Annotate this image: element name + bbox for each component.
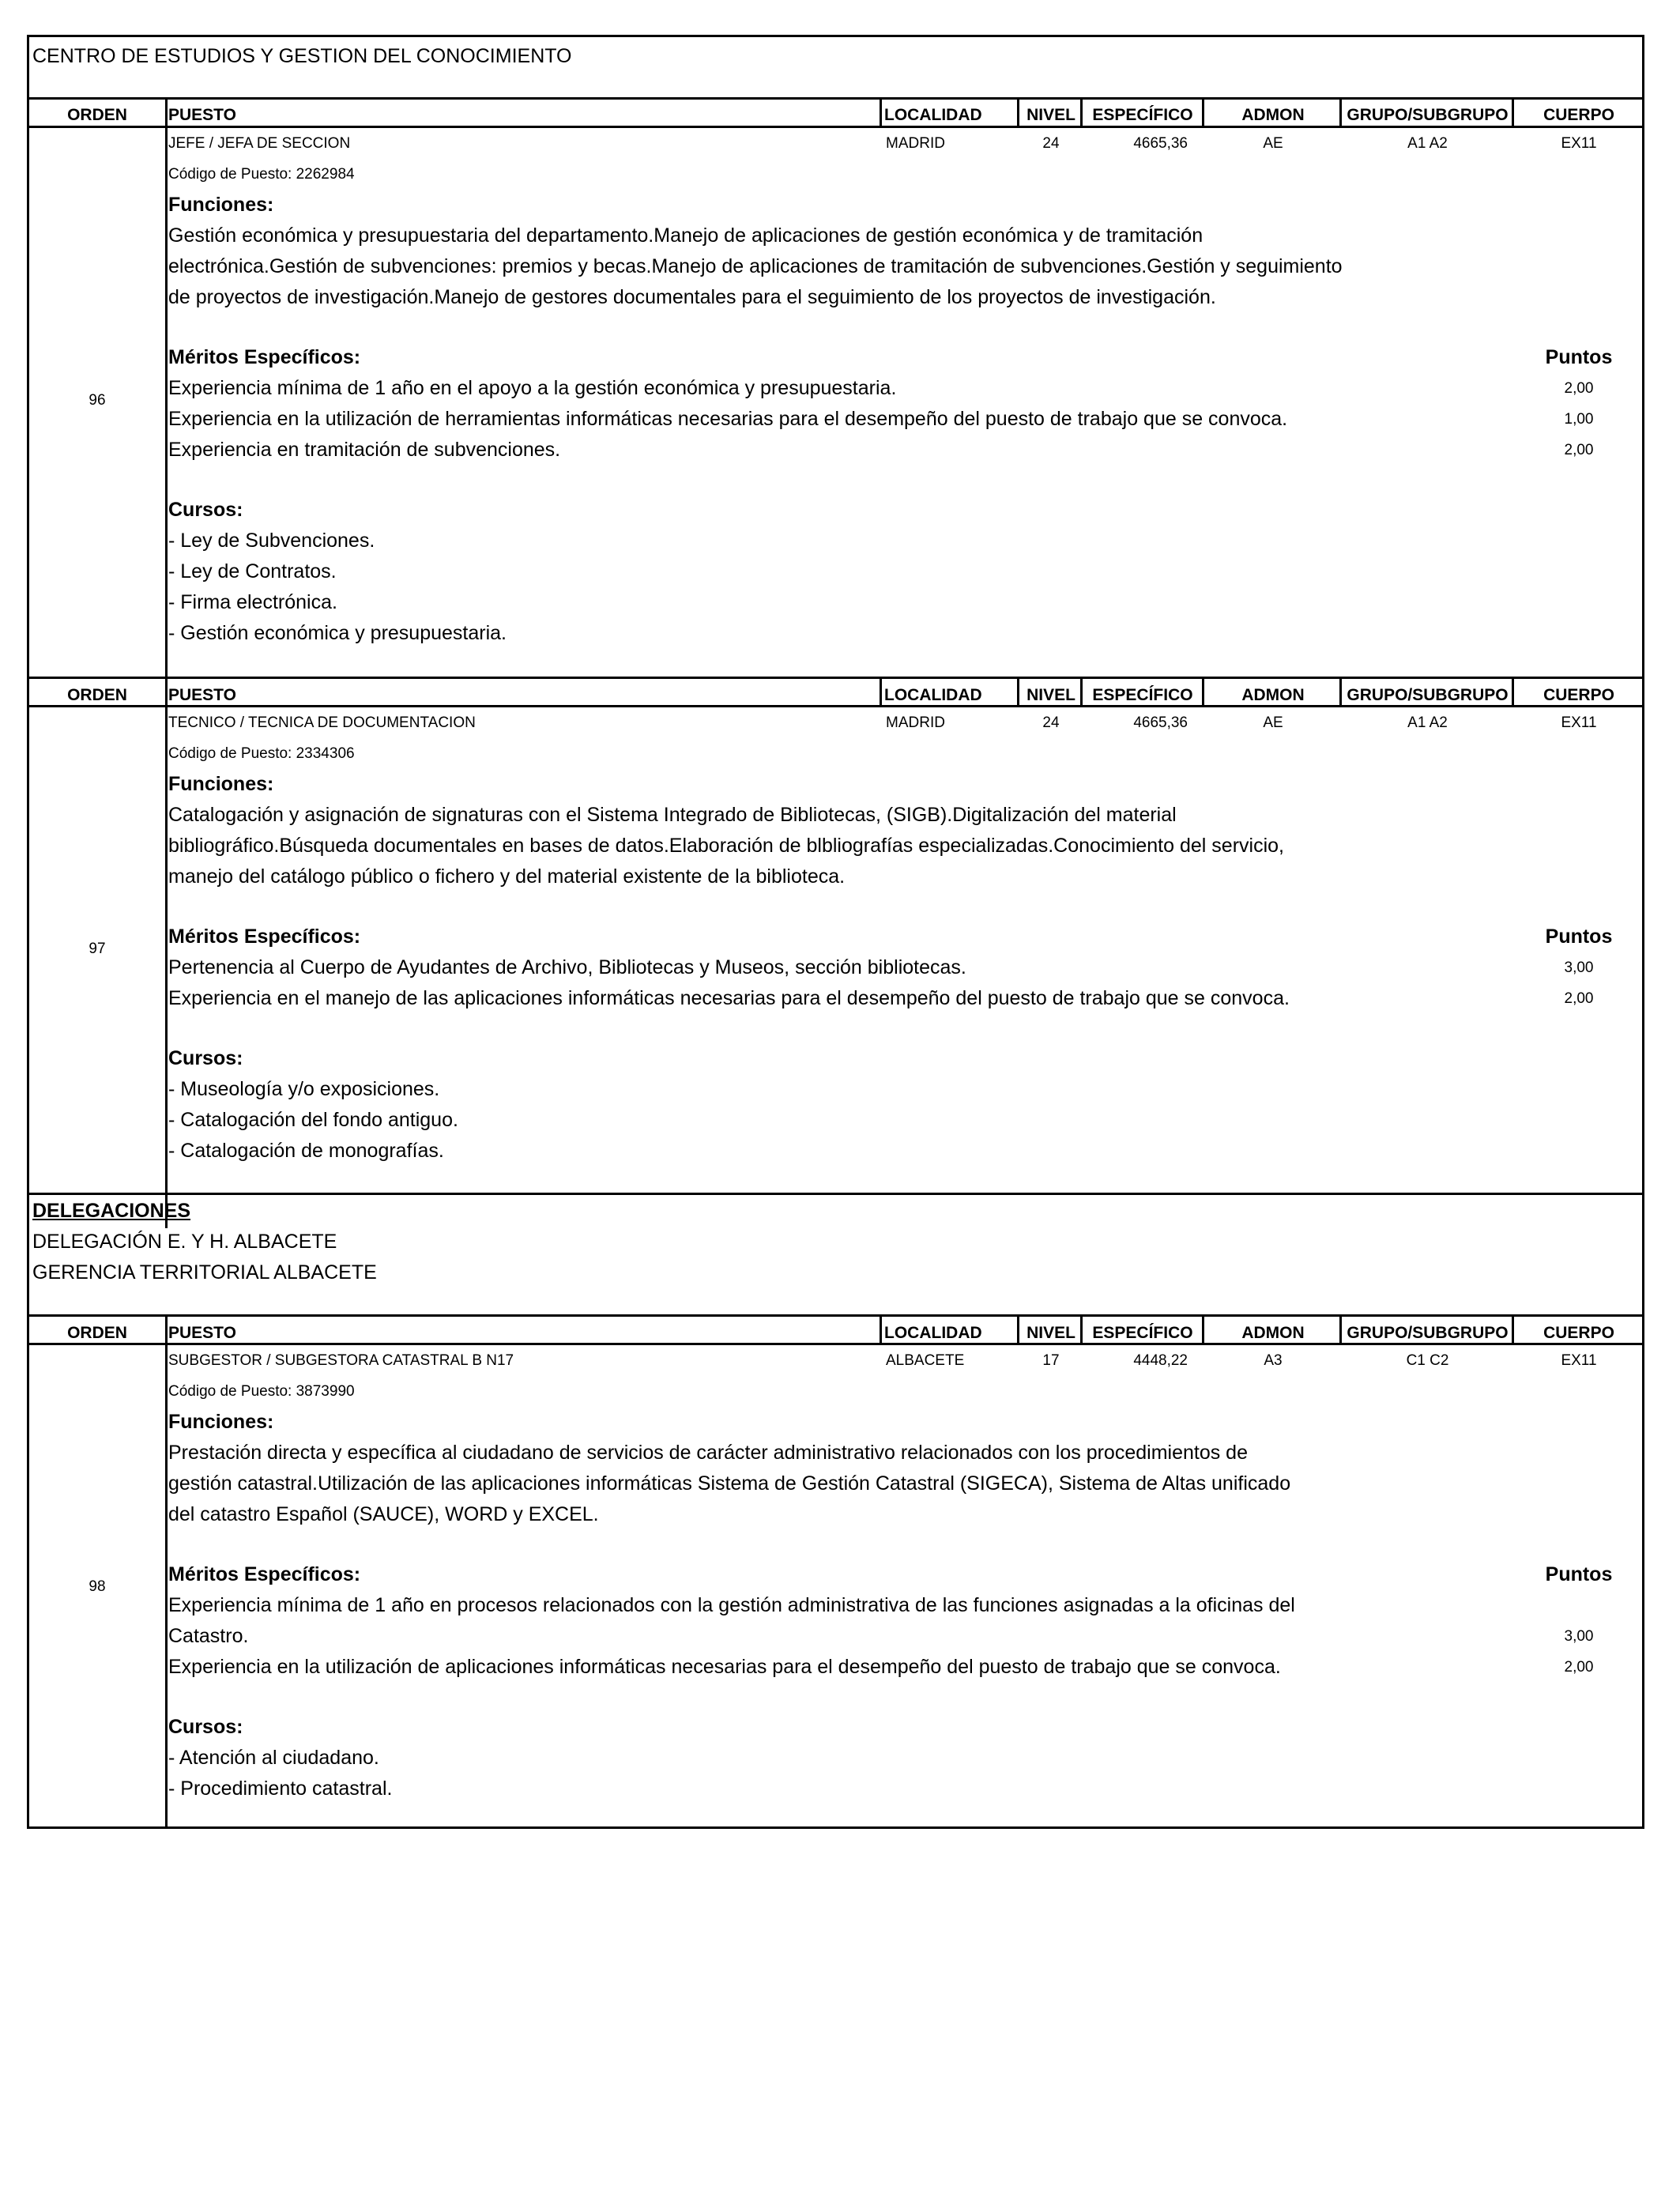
post-nivel: 24 [1042,135,1060,152]
header-especifico: ESPECÍFICO [1092,1324,1193,1342]
divider [29,1193,1642,1195]
header-localidad: LOCALIDAD [884,1324,982,1342]
header-cuerpo: CUERPO [1543,686,1614,704]
header-sep [1339,97,1342,126]
header-grupo: GRUPO/SUBGRUPO [1347,1324,1509,1342]
post-especifico: 4448,22 [1133,1352,1188,1369]
header-sep [1080,1314,1083,1343]
header-sep [1339,677,1342,705]
curso-item: - Procedimiento catastral. [168,1777,393,1800]
curso-item: - Firma electrónica. [168,591,337,613]
funciones-label: Funciones: [168,194,274,216]
section-title-delegaciones: DELEGACIONES [32,1200,191,1222]
header-sep [1202,677,1204,705]
puntos-label: Puntos [1545,1563,1613,1585]
cursos-label: Cursos: [168,1047,243,1069]
header-sep [1339,1314,1342,1343]
header-sep [1080,97,1083,126]
meritos-label: Méritos Específicos: [168,346,361,368]
header-cuerpo: CUERPO [1543,106,1614,124]
merito-line: Experiencia en la utilización de aplicaciones informáticas necesarias para el desempeño del puesto de trabajo que se convoca. [168,1656,1281,1678]
puntos-label: Puntos [1545,925,1613,948]
merito-puntos: 2,00 [1564,442,1594,458]
merito-line: Experiencia en tramitación de subvenciones. [168,439,561,461]
post-cuerpo: EX11 [1561,135,1597,152]
post-localidad: ALBACETE [886,1352,965,1369]
post-especifico: 4665,36 [1133,135,1188,152]
header-sep [1017,677,1019,705]
orden-column-border [165,126,168,714]
curso-item: - Ley de Contratos. [168,560,337,582]
curso-item: - Catalogación del fondo antiguo. [168,1109,458,1131]
post-admon: AE [1263,714,1283,731]
header-localidad: LOCALIDAD [884,106,982,124]
section-subtitle: GERENCIA TERRITORIAL ALBACETE [32,1261,377,1284]
cursos-label: Cursos: [168,499,243,521]
post-grupo: A1 A2 [1407,135,1448,152]
header-orden: ORDEN [67,106,127,124]
header-puesto: PUESTO [168,686,236,704]
post-cuerpo: EX11 [1561,1352,1597,1369]
divider [29,705,1642,707]
post-admon: AE [1263,135,1283,152]
post-codigo: Código de Puesto: 2262984 [168,166,355,183]
post-orden: 96 [89,392,106,409]
header-sep [165,1314,168,1343]
header-especifico: ESPECÍFICO [1092,106,1193,124]
funciones-line: Prestación directa y específica al ciudadano de servicios de carácter administrativo relacionados con los procedimientos de [168,1442,1248,1464]
curso-item: - Catalogación de monografías. [168,1140,444,1162]
funciones-line: Gestión económica y presupuestaria del departamento.Manejo de aplicaciones de gestión económica y de tramitación [168,224,1203,247]
post-localidad: MADRID [886,714,945,731]
post-localidad: MADRID [886,135,945,152]
merito-line: Catastro. [168,1625,249,1647]
post-orden: 97 [89,941,106,957]
header-especifico: ESPECÍFICO [1092,686,1193,704]
funciones-line: manejo del catálogo público o fichero y del material existente de la biblioteca. [168,865,846,888]
header-sep [1202,97,1204,126]
header-localidad: LOCALIDAD [884,686,982,704]
cursos-label: Cursos: [168,1716,243,1738]
curso-item: - Atención al ciudadano. [168,1747,379,1769]
post-nivel: 24 [1042,714,1060,731]
merito-puntos: 3,00 [1564,959,1594,976]
header-nivel: NIVEL [1026,1324,1075,1342]
merito-puntos: 2,00 [1564,990,1594,1007]
header-nivel: NIVEL [1026,686,1075,704]
orden-column-border [165,1343,168,1826]
header-sep [880,1314,882,1343]
post-especifico: 4665,36 [1133,714,1188,731]
funciones-line: gestión catastral.Utilización de las aplicaciones informáticas Sistema de Gestión Catastral (SIGECA), Sistema de Altas unificado [168,1472,1291,1495]
header-admon: ADMON [1241,1324,1305,1342]
post-admon: A3 [1264,1352,1283,1369]
funciones-line: del catastro Español (SAUCE), WORD y EXCEL. [168,1503,599,1525]
meritos-label: Méritos Específicos: [168,925,361,948]
funciones-label: Funciones: [168,773,274,795]
merito-line: Experiencia en la utilización de herramientas informáticas necesarias para el desempeño del puesto de trabajo que se convoca. [168,408,1288,430]
header-sep [1202,1314,1204,1343]
funciones-line: bibliográfico.Búsqueda documentales en bases de datos.Elaboración de blbliografías especializadas.Conocimiento del servicio, [168,835,1284,857]
merito-puntos: 2,00 [1564,1659,1594,1676]
header-sep [1017,97,1019,126]
merito-line: Experiencia en el manejo de las aplicaciones informáticas necesarias para el desempeño del puesto de trabajo que se convoca. [168,987,1290,1009]
header-sep [1080,677,1083,705]
merito-line: Pertenencia al Cuerpo de Ayudantes de Archivo, Bibliotecas y Museos, sección bibliotecas. [168,956,966,978]
divider [29,97,1642,100]
section-subtitle: DELEGACIÓN E. Y H. ALBACETE [32,1231,337,1253]
divider [29,1314,1642,1317]
meritos-label: Méritos Específicos: [168,1563,361,1585]
post-grupo: A1 A2 [1407,714,1448,731]
merito-line: Experiencia mínima de 1 año en el apoyo a la gestión económica y presupuestaria. [168,377,897,399]
funciones-line: electrónica.Gestión de subvenciones: premios y becas.Manejo de aplicaciones de tramitación de subvenciones.Gestión y seguimiento [168,255,1343,277]
merito-puntos: 3,00 [1564,1628,1594,1645]
funciones-line: Catalogación y asignación de signaturas con el Sistema Integrado de Bibliotecas, (SIGB).Digitalización del material [168,804,1177,826]
post-puesto: TECNICO / TECNICA DE DOCUMENTACION [168,714,476,731]
post-codigo: Código de Puesto: 2334306 [168,745,355,762]
header-orden: ORDEN [67,1324,127,1342]
header-nivel: NIVEL [1026,106,1075,124]
header-puesto: PUESTO [168,106,236,124]
header-grupo: GRUPO/SUBGRUPO [1347,106,1509,124]
header-orden: ORDEN [67,686,127,704]
merito-line: Experiencia mínima de 1 año en procesos relacionados con la gestión administrativa de las funciones asignadas a la oficinas del [168,1594,1295,1616]
post-orden: 98 [89,1578,106,1595]
puntos-label: Puntos [1545,346,1613,368]
section-title-centro: CENTRO DE ESTUDIOS Y GESTION DEL CONOCIMIENTO [32,45,572,67]
header-grupo: GRUPO/SUBGRUPO [1347,686,1509,704]
merito-puntos: 2,00 [1564,380,1594,397]
header-sep [1512,677,1514,705]
post-puesto: SUBGESTOR / SUBGESTORA CATASTRAL B N17 [168,1352,514,1369]
header-admon: ADMON [1241,686,1305,704]
curso-item: - Gestión económica y presupuestaria. [168,622,507,644]
header-cuerpo: CUERPO [1543,1324,1614,1342]
post-nivel: 17 [1042,1352,1060,1369]
orden-column-border [165,705,168,1228]
header-sep [1017,1314,1019,1343]
curso-item: - Ley de Subvenciones. [168,530,375,552]
funciones-line: de proyectos de investigación.Manejo de gestores documentales para el seguimiento de los proyectos de investigación. [168,286,1216,308]
header-sep [880,97,882,126]
document-frame [27,35,1644,1829]
header-admon: ADMON [1241,106,1305,124]
funciones-label: Funciones: [168,1411,274,1433]
header-puesto: PUESTO [168,1324,236,1342]
header-sep [1512,1314,1514,1343]
header-sep [165,97,168,126]
post-grupo: C1 C2 [1406,1352,1449,1369]
divider [29,126,1642,128]
header-sep [880,677,882,705]
header-sep [1512,97,1514,126]
post-puesto: JEFE / JEFA DE SECCION [168,135,351,152]
divider [29,1343,1642,1345]
divider [29,677,1642,679]
curso-item: - Museología y/o exposiciones. [168,1078,440,1100]
post-cuerpo: EX11 [1561,714,1597,731]
merito-puntos: 1,00 [1564,411,1594,428]
post-codigo: Código de Puesto: 3873990 [168,1383,355,1400]
